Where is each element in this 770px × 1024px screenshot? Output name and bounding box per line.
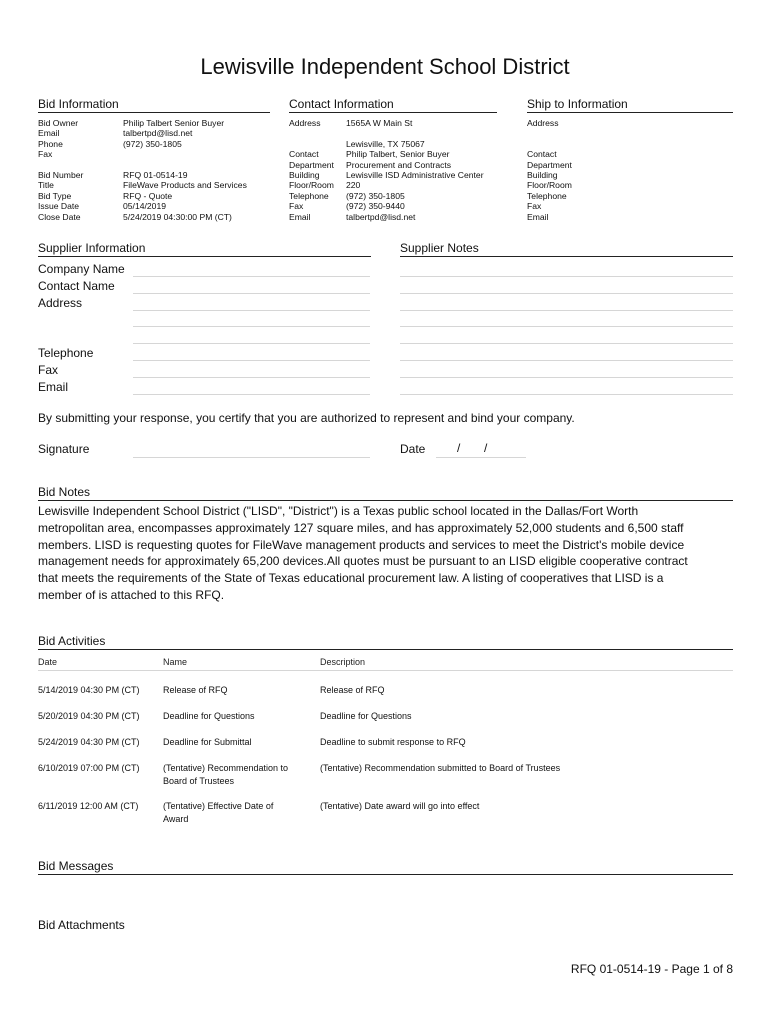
signature-label: Signature xyxy=(38,442,90,456)
label-department: Department xyxy=(289,159,334,170)
value-email: talbertpd@lisd.net xyxy=(123,128,193,139)
label-contact: Contact xyxy=(289,149,319,160)
supplier-notes-line-1[interactable] xyxy=(400,276,733,277)
value-issue-date: 05/14/2019 xyxy=(123,201,167,212)
ship-label-floor-room: Floor/Room xyxy=(527,180,572,191)
column-header-description: Description xyxy=(320,657,366,667)
date-label: Date xyxy=(400,442,426,456)
value-bid-type: RFQ - Quote xyxy=(123,190,173,201)
label-phone: Phone xyxy=(38,138,63,149)
ship-label-fax: Fax xyxy=(527,201,542,212)
activity-date: 6/10/2019 07:00 PM (CT) xyxy=(38,763,140,773)
ship-label-department: Department xyxy=(527,159,572,170)
address-field-line-1[interactable] xyxy=(133,310,370,311)
date-slash-2: / xyxy=(484,441,488,455)
bid-notes-body xyxy=(38,503,738,604)
certification-statement: By submitting your response, you certify that you are authorized to represent and bind your company. xyxy=(38,411,575,425)
label-telephone: Telephone xyxy=(289,190,329,201)
value-bid-owner: Philip Talbert Senior Buyer xyxy=(123,118,225,128)
supplier-notes-line-4[interactable] xyxy=(400,326,733,327)
date-field[interactable] xyxy=(436,457,526,458)
supplier-notes-line-2[interactable] xyxy=(400,293,733,294)
telephone-field[interactable] xyxy=(133,360,370,361)
label-title: Title xyxy=(38,180,54,191)
activity-date: 5/24/2019 04:30 PM (CT) xyxy=(38,737,140,747)
bid-notes-line: metropolitan area, encompasses approximately 127 square miles, and has approximately 52,000 students and 6,500 staff xyxy=(38,520,684,535)
bid-attachments-heading: Bid Attachments xyxy=(38,918,125,932)
telephone-label: Telephone xyxy=(38,346,94,360)
ship-label-email: Email xyxy=(527,211,549,222)
label-bid-number: Bid Number xyxy=(38,170,84,181)
address-field-line-2[interactable] xyxy=(133,326,370,327)
bid-notes-line: Lewisville Independent School District ("LISD", "District") is a Texas public school located in the Dallas/Fort Worth xyxy=(38,504,639,518)
value-address: 1565A W Main St xyxy=(346,118,413,128)
contact-name-label: Contact Name xyxy=(38,279,115,293)
bid-messages-heading: Bid Messages xyxy=(38,859,733,875)
activity-name: (Tentative) Effective Date of xyxy=(163,801,274,811)
value-contact: Philip Talbert, Senior Buyer xyxy=(346,149,450,160)
supplier-notes-line-3[interactable] xyxy=(400,310,733,311)
value-phone: (972) 350-1805 xyxy=(123,138,182,149)
activities-header-rule xyxy=(38,670,733,671)
contact-information-labels xyxy=(289,118,334,222)
bid-information-labels xyxy=(38,118,83,222)
label-email: Email xyxy=(289,211,311,222)
email-label: Email xyxy=(38,380,69,394)
value-close-date: 5/24/2019 04:30:00 PM (CT) xyxy=(123,211,232,222)
activity-name: Deadline for Questions xyxy=(163,711,255,721)
activity-date: 6/11/2019 12:00 AM (CT) xyxy=(38,801,139,811)
page-footer: RFQ 01-0514-19 - Page 1 of 8 xyxy=(570,962,733,976)
label-email: Email xyxy=(38,128,60,139)
page-title: Lewisville Independent School District xyxy=(200,54,570,79)
activity-description: Release of RFQ xyxy=(320,685,385,695)
value-title: FileWave Products and Services xyxy=(123,180,247,191)
fax-field[interactable] xyxy=(133,377,370,378)
bid-activities-heading: Bid Activities xyxy=(38,634,733,650)
activity-name-line-2: Board of Trustees xyxy=(163,776,235,786)
supplier-notes-line-8[interactable] xyxy=(400,394,733,395)
bid-information-heading: Bid Information xyxy=(38,97,270,113)
ship-to-heading: Ship to Information xyxy=(527,97,733,113)
ship-label-telephone: Telephone xyxy=(527,190,567,201)
activity-description: (Tentative) Date award will go into effect xyxy=(320,801,480,811)
label-building: Building xyxy=(289,170,320,180)
supplier-notes-line-5[interactable] xyxy=(400,343,733,344)
column-header-date: Date xyxy=(38,657,58,667)
value-building: Lewisville ISD Administrative Center xyxy=(346,170,484,181)
contact-name-field[interactable] xyxy=(133,293,370,294)
supplier-notes-line-6[interactable] xyxy=(400,360,733,361)
activity-description: (Tentative) Recommendation submitted to Board of Trustees xyxy=(320,763,561,773)
date-slash-1: / xyxy=(457,441,461,455)
activity-description: Deadline to submit response to RFQ xyxy=(320,737,466,747)
value-floor-room: 220 xyxy=(346,180,361,191)
value-telephone: (972) 350-1805 xyxy=(346,190,405,201)
activity-description: Deadline for Questions xyxy=(320,711,412,721)
ship-label-address: Address xyxy=(527,118,559,128)
label-fax: Fax xyxy=(38,149,53,160)
value-fax: (972) 350-9440 xyxy=(346,201,405,212)
activity-name: Deadline for Submittal xyxy=(163,737,252,747)
company-name-field[interactable] xyxy=(133,276,370,277)
label-bid-owner: Bid Owner xyxy=(38,118,79,128)
ship-label-contact: Contact xyxy=(527,149,557,160)
supplier-information-heading: Supplier Information xyxy=(38,241,371,257)
supplier-notes-line-7[interactable] xyxy=(400,377,733,378)
value-city: Lewisville, TX 75067 xyxy=(346,138,425,149)
ship-label-building: Building xyxy=(527,170,558,180)
value-email: talbertpd@lisd.net xyxy=(346,211,416,222)
address-field-line-3[interactable] xyxy=(133,343,370,344)
label-close-date: Close Date xyxy=(38,211,81,222)
address-label: Address xyxy=(38,296,83,310)
bid-notes-line: members. LISD is requesting quotes for FileWave management products and services to meet the District's mobile device xyxy=(38,537,685,552)
signature-field[interactable] xyxy=(133,457,370,458)
activity-name: (Tentative) Recommendation to xyxy=(163,763,289,773)
activity-name-line-2: Award xyxy=(163,814,189,824)
label-fax: Fax xyxy=(289,201,304,212)
ship-to-labels xyxy=(527,118,572,222)
value-bid-number: RFQ 01-0514-19 xyxy=(123,170,188,180)
activity-date: 5/14/2019 04:30 PM (CT) xyxy=(38,685,140,695)
fax-label: Fax xyxy=(38,363,59,377)
column-header-name: Name xyxy=(163,657,188,667)
contact-information-heading: Contact Information xyxy=(289,97,497,113)
bid-information-values xyxy=(123,118,247,222)
label-address: Address xyxy=(289,118,321,128)
value-department: Procurement and Contracts xyxy=(346,159,452,170)
activity-name: Release of RFQ xyxy=(163,685,228,695)
bid-notes-line: that meets the requirements of the State of Texas educational procurement law. A listing of cooperatives that LISD is a xyxy=(38,571,664,586)
bid-notes-heading: Bid Notes xyxy=(38,485,733,501)
label-floor-room: Floor/Room xyxy=(289,180,334,191)
bid-notes-line: management needs for approximately 65,200 devices.All quotes must be pursuant to an LISD eligible cooperative contract xyxy=(38,554,688,569)
bid-notes-line: member of is attached to this RFQ. xyxy=(38,587,225,602)
label-issue-date: Issue Date xyxy=(38,201,80,212)
supplier-notes-heading: Supplier Notes xyxy=(400,241,733,257)
label-bid-type: Bid Type xyxy=(38,190,72,201)
company-name-label: Company Name xyxy=(38,262,125,276)
activity-date: 5/20/2019 04:30 PM (CT) xyxy=(38,711,140,721)
contact-information-values xyxy=(346,118,484,222)
email-field[interactable] xyxy=(133,394,370,395)
